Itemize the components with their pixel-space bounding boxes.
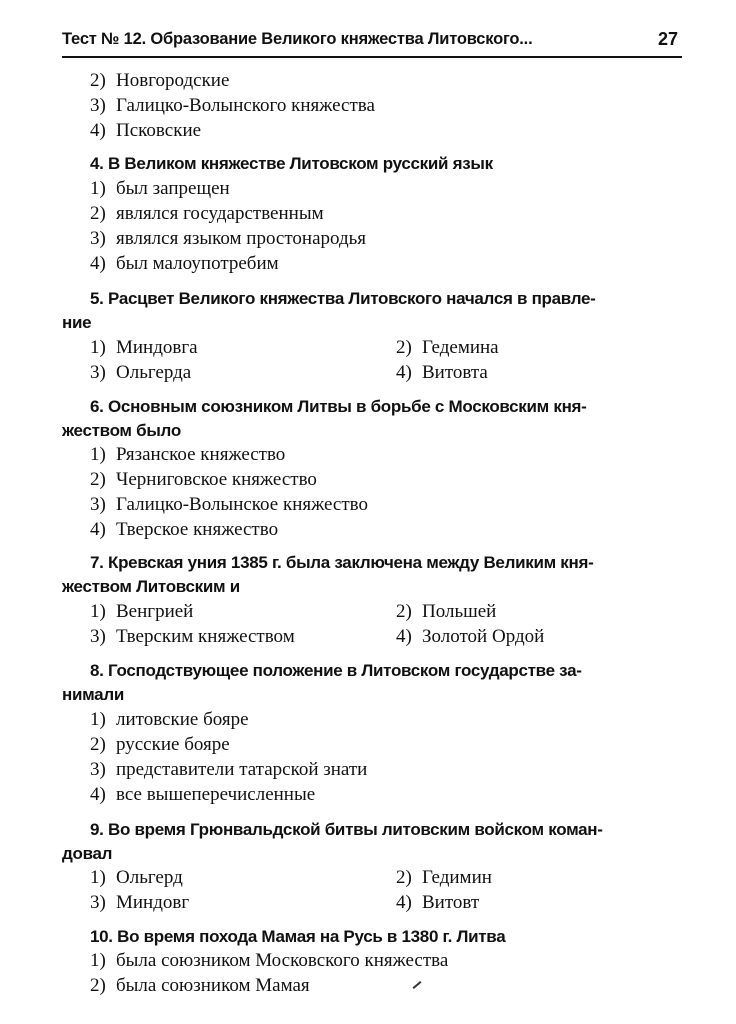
list-item: 3) Галицко-Волынского княжества [90, 95, 375, 116]
question-9-title: 9. Во время Грюнвальдской битвы литовским войском коман- [90, 820, 603, 839]
list-item: 3) являлся языком простонародья [90, 228, 367, 249]
list-item: 1) Рязанское княжество [90, 444, 286, 465]
question-8-title-cont: нимали [62, 685, 124, 704]
list-item: 2) Польшей [396, 601, 497, 622]
header-title: Тест № 12. Образование Великого княжества Литовского... [62, 30, 533, 48]
list-item: 4) был малоупотребим [90, 253, 279, 274]
question-9-title-cont: довал [62, 844, 113, 863]
question-5-title: 5. Расцвет Великого княжества Литовского начался в правле- [90, 289, 596, 308]
question-8-title: 8. Господствующее положение в Литовском государстве за- [90, 661, 582, 680]
list-item: 2) Гедимин [396, 867, 492, 888]
list-item: 2) была союзником Мамая [90, 975, 310, 996]
list-item: 4) Золотой Ордой [396, 626, 545, 647]
list-item: 1) литовские бояре [90, 709, 249, 730]
question-10-title: 10. Во время похода Мамая на Русь в 1380 г. Литва [90, 927, 506, 946]
list-item: 3) Галицко-Волынское княжество [90, 494, 368, 515]
question-7-title-cont: жеством Литовским и [62, 577, 240, 596]
list-item: 4) Тверское княжество [90, 519, 279, 540]
list-item: 4) Витовта [396, 362, 488, 383]
list-item: 3) Миндовг [90, 892, 190, 913]
list-item: 1) была союзником Московского княжества [90, 950, 449, 971]
list-item: 3) представители татарской знати [90, 759, 368, 780]
question-6-title: 6. Основным союзником Литвы в борьбе с Московским кня- [90, 397, 587, 416]
list-item: 1) Миндовга [90, 337, 198, 358]
list-item: 2) являлся государственным [90, 203, 324, 224]
list-item: 2) Новгородские [90, 70, 230, 91]
list-item: 1) Венгрией [90, 601, 194, 622]
list-item: 4) все вышеперечисленные [90, 784, 316, 805]
list-item: 4) Псковские [90, 120, 202, 141]
list-item: 2) Черниговское княжество [90, 469, 317, 490]
question-4-title: 4. В Великом княжестве Литовском русский язык [90, 154, 493, 173]
question-6-title-cont: жеством было [62, 421, 181, 440]
list-item: 3) Ольгерда [90, 362, 192, 383]
question-7-title: 7. Кревская уния 1385 г. была заключена между Великим кня- [90, 553, 594, 572]
page-number: 27 [657, 29, 678, 49]
list-item: 2) Гедемина [396, 337, 499, 358]
question-5-title-cont: ние [62, 313, 92, 332]
list-item: 2) русские бояре [90, 734, 230, 755]
list-item: 1) Ольгерд [90, 867, 183, 888]
list-item: 3) Тверским княжеством [90, 626, 295, 647]
pen-mark [413, 981, 422, 989]
list-item: 4) Витовт [396, 892, 480, 913]
running-header [62, 28, 682, 58]
list-item: 1) был запрещен [90, 178, 230, 199]
